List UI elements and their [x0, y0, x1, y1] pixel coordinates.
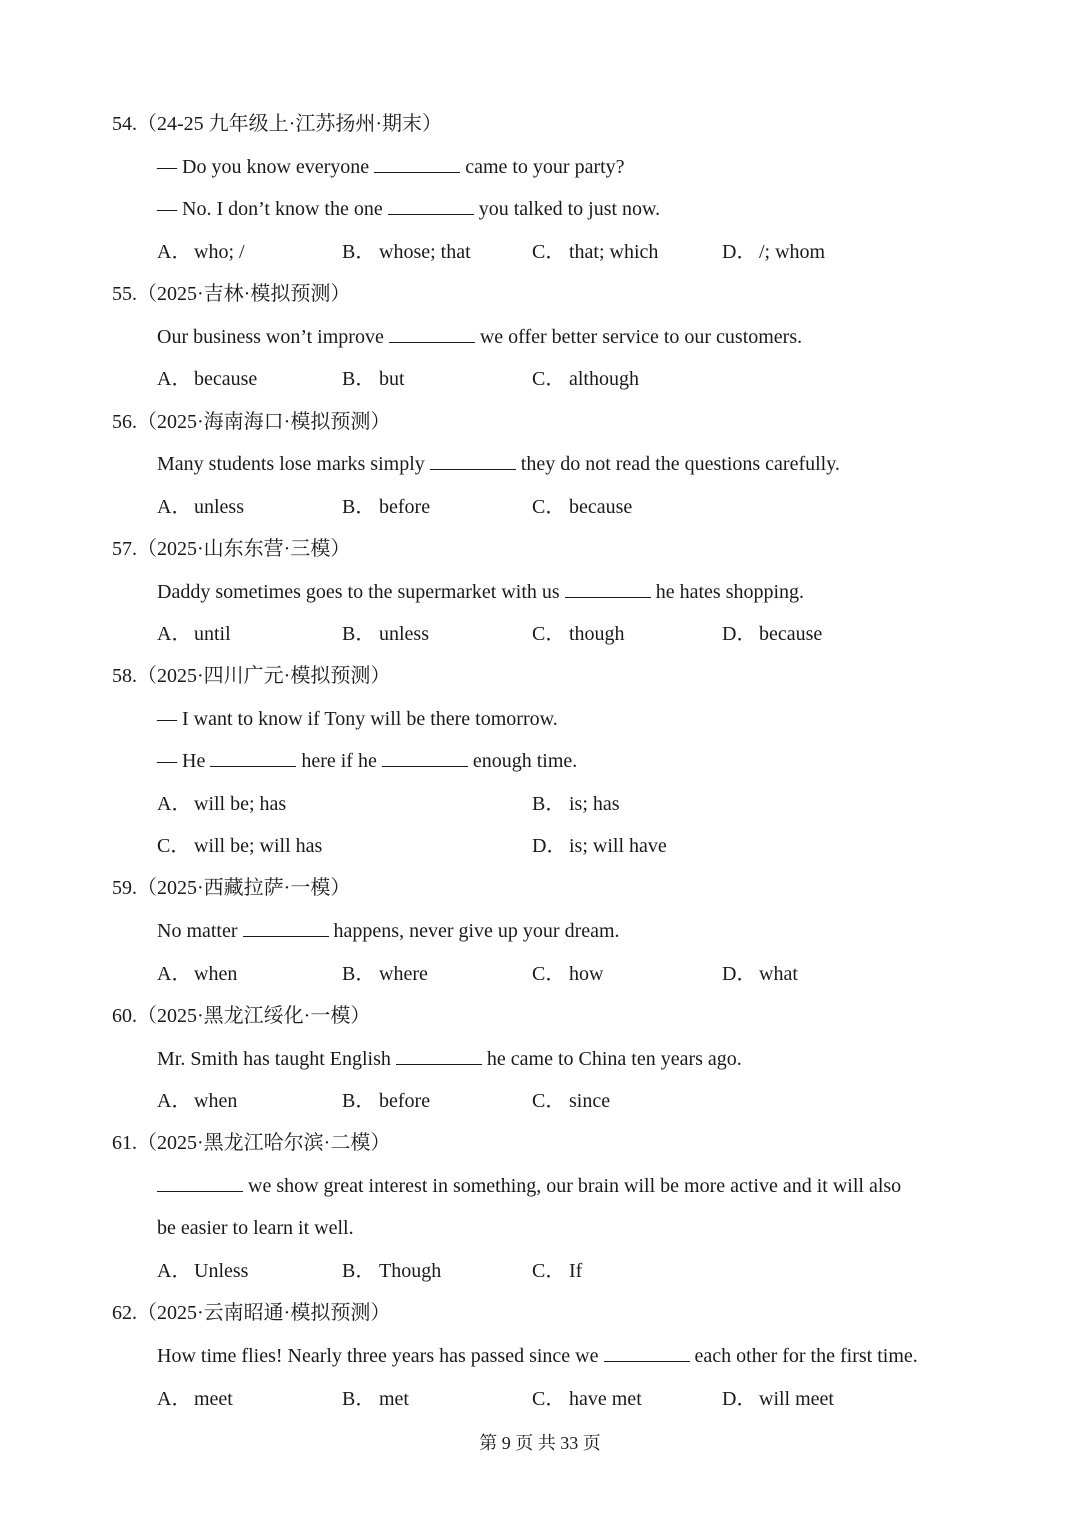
- option-text: will meet: [759, 1388, 834, 1410]
- answer-option[interactable]: [157, 622, 231, 646]
- answer-blank[interactable]: [389, 325, 475, 343]
- question-stem-line: [157, 919, 620, 943]
- option-letter: B．: [342, 368, 376, 390]
- option-letter: D．: [722, 1388, 757, 1410]
- answer-option[interactable]: [342, 962, 428, 986]
- question-stem-line: [157, 580, 804, 604]
- stem-text: — He: [157, 750, 211, 772]
- option-text: If: [569, 1260, 583, 1282]
- answer-option[interactable]: [722, 240, 825, 264]
- option-text: met: [379, 1388, 409, 1410]
- answer-option[interactable]: [342, 367, 405, 391]
- option-text: because: [759, 623, 823, 645]
- option-letter: C．: [532, 1260, 566, 1282]
- option-letter: A．: [157, 623, 192, 645]
- stem-text: How time flies! Nearly three years has passed since we: [157, 1345, 604, 1367]
- question-number: 59.: [112, 877, 137, 899]
- answer-option[interactable]: [532, 962, 603, 986]
- question-header: [112, 282, 350, 306]
- answer-option[interactable]: [157, 240, 245, 264]
- option-letter: C．: [532, 963, 566, 985]
- option-text: have met: [569, 1388, 642, 1410]
- stem-text: here if he: [296, 750, 382, 772]
- option-text: that; which: [569, 241, 659, 263]
- option-letter: B．: [532, 793, 566, 815]
- question-number: 55.: [112, 283, 137, 305]
- question-source: （2025·吉林·模拟预测）: [137, 283, 351, 305]
- answer-option[interactable]: [532, 834, 667, 858]
- option-text: how: [569, 963, 604, 985]
- option-letter: A．: [157, 963, 192, 985]
- answer-option[interactable]: [532, 622, 625, 646]
- question-stem-line: [157, 1174, 901, 1198]
- question-header: [112, 1301, 390, 1325]
- answer-option[interactable]: [157, 834, 322, 858]
- option-letter: C．: [532, 1388, 566, 1410]
- stem-text: Daddy sometimes goes to the supermarket with us: [157, 581, 565, 603]
- option-text: since: [569, 1090, 611, 1112]
- stem-text: — Do you know everyone: [157, 156, 375, 178]
- option-letter: D．: [532, 835, 567, 857]
- option-letter: B．: [342, 241, 376, 263]
- answer-blank[interactable]: [210, 749, 296, 767]
- stem-text: came to your party?: [460, 156, 625, 178]
- answer-option[interactable]: [722, 1387, 834, 1411]
- option-text: whose; that: [379, 241, 471, 263]
- stem-text: enough time.: [467, 750, 578, 772]
- option-letter: B．: [342, 1388, 376, 1410]
- answer-option[interactable]: [532, 240, 658, 264]
- question-source: （2025·黑龙江哈尔滨·二模）: [137, 1132, 391, 1154]
- question-stem-line: [157, 155, 625, 179]
- option-text: when: [194, 963, 238, 985]
- question-header: [112, 1004, 370, 1028]
- question-header: [112, 537, 350, 561]
- answer-option[interactable]: [342, 1259, 441, 1283]
- option-letter: A．: [157, 1090, 192, 1112]
- stem-text: — I want to know if Tony will be there tomorrow.: [157, 708, 558, 730]
- question-source: （2025·云南昭通·模拟预测）: [137, 1302, 391, 1324]
- option-letter: C．: [532, 241, 566, 263]
- answer-option[interactable]: [722, 962, 798, 986]
- answer-blank[interactable]: [382, 749, 468, 767]
- question-stem-line: [157, 197, 660, 221]
- question-number: 60.: [112, 1005, 137, 1027]
- question-header: [112, 664, 390, 688]
- stem-text: each other for the first time.: [689, 1345, 918, 1367]
- option-letter: B．: [342, 963, 376, 985]
- option-letter: C．: [532, 496, 566, 518]
- option-text: is; will have: [569, 835, 667, 857]
- question-stem-line: [157, 1216, 354, 1240]
- stem-text: Our business won’t improve: [157, 326, 389, 348]
- option-letter: D．: [722, 963, 757, 985]
- answer-blank[interactable]: [243, 919, 329, 937]
- answer-option[interactable]: [722, 622, 822, 646]
- question-number: 62.: [112, 1302, 137, 1324]
- stem-text: Many students lose marks simply: [157, 453, 430, 475]
- option-letter: A．: [157, 1388, 192, 1410]
- question-number: 61.: [112, 1132, 137, 1154]
- option-letter: A．: [157, 241, 192, 263]
- answer-option[interactable]: [532, 367, 639, 391]
- answer-option[interactable]: [532, 1259, 582, 1283]
- answer-option[interactable]: [532, 1387, 642, 1411]
- stem-text: No matter: [157, 920, 243, 942]
- option-letter: C．: [532, 368, 566, 390]
- answer-option[interactable]: [157, 495, 244, 519]
- option-text: meet: [194, 1388, 233, 1410]
- answer-option[interactable]: [342, 1387, 409, 1411]
- question-header: [112, 112, 442, 136]
- stem-text: be easier to learn it well.: [157, 1217, 354, 1239]
- question-source: （2025·海南海口·模拟预测）: [137, 411, 391, 433]
- option-text: until: [194, 623, 231, 645]
- question-source: （24-25 九年级上·江苏扬州·期末）: [137, 113, 442, 135]
- option-text: before: [379, 496, 431, 518]
- stem-text: we show great interest in something, our brain will be more active and it will also: [243, 1175, 902, 1197]
- option-text: when: [194, 1090, 238, 1112]
- option-letter: D．: [722, 241, 757, 263]
- option-text: because: [569, 496, 633, 518]
- page-footer: 第 9 页 共 33 页: [479, 1433, 601, 1453]
- question-number: 56.: [112, 411, 137, 433]
- answer-option[interactable]: [342, 622, 429, 646]
- question-number: 54.: [112, 113, 137, 135]
- option-text: but: [379, 368, 405, 390]
- option-text: Unless: [194, 1260, 249, 1282]
- question-source: （2025·山东东营·三模）: [137, 538, 351, 560]
- question-stem-line: [157, 1344, 918, 1368]
- answer-option[interactable]: [342, 240, 471, 264]
- option-text: unless: [194, 496, 244, 518]
- question-stem-line: [157, 325, 802, 349]
- question-stem-line: [157, 749, 577, 773]
- option-text: what: [759, 963, 798, 985]
- stem-text: happens, never give up your dream.: [328, 920, 620, 942]
- question-number: 57.: [112, 538, 137, 560]
- answer-option[interactable]: [532, 495, 632, 519]
- option-text: /; whom: [759, 241, 826, 263]
- option-text: Though: [379, 1260, 442, 1282]
- option-text: because: [194, 368, 258, 390]
- question-header: [112, 410, 390, 434]
- stem-text: we offer better service to our customers.: [474, 326, 803, 348]
- answer-option[interactable]: [342, 495, 430, 519]
- answer-option[interactable]: [532, 1089, 610, 1113]
- option-letter: B．: [342, 623, 376, 645]
- option-text: unless: [379, 623, 429, 645]
- answer-blank[interactable]: [604, 1344, 690, 1362]
- option-letter: A．: [157, 793, 192, 815]
- answer-blank[interactable]: [157, 1174, 243, 1192]
- question-source: （2025·四川广元·模拟预测）: [137, 665, 391, 687]
- answer-option[interactable]: [157, 367, 257, 391]
- answer-blank[interactable]: [374, 155, 460, 173]
- option-letter: C．: [532, 1090, 566, 1112]
- question-stem-line: [157, 707, 558, 731]
- question-source: （2025·西藏拉萨·一模）: [137, 877, 351, 899]
- option-text: although: [569, 368, 639, 390]
- option-text: though: [569, 623, 625, 645]
- stem-text: he came to China ten years ago.: [481, 1048, 742, 1070]
- option-letter: B．: [342, 496, 376, 518]
- option-letter: C．: [157, 835, 191, 857]
- answer-option[interactable]: [157, 1387, 233, 1411]
- question-number: 58.: [112, 665, 137, 687]
- answer-option[interactable]: [342, 1089, 430, 1113]
- option-letter: B．: [342, 1090, 376, 1112]
- answer-option[interactable]: [157, 792, 286, 816]
- option-letter: B．: [342, 1260, 376, 1282]
- answer-blank[interactable]: [565, 580, 651, 598]
- option-letter: A．: [157, 1260, 192, 1282]
- answer-blank[interactable]: [430, 452, 516, 470]
- stem-text: — No. I don’t know the one: [157, 198, 388, 220]
- question-stem-line: [157, 452, 840, 476]
- stem-text: they do not read the questions carefully.: [515, 453, 840, 475]
- question-header: [112, 1131, 390, 1155]
- option-letter: C．: [532, 623, 566, 645]
- answer-option[interactable]: [157, 1259, 248, 1283]
- question-stem-line: [157, 1047, 742, 1071]
- option-text: where: [379, 963, 428, 985]
- question-source: （2025·黑龙江绥化·一模）: [137, 1005, 371, 1027]
- option-letter: D．: [722, 623, 757, 645]
- answer-blank[interactable]: [388, 197, 474, 215]
- option-text: will be; will has: [194, 835, 323, 857]
- option-letter: A．: [157, 368, 192, 390]
- stem-text: you talked to just now.: [473, 198, 661, 220]
- option-text: who; /: [194, 241, 245, 263]
- option-text: is; has: [569, 793, 620, 815]
- question-header: [112, 876, 350, 900]
- option-text: will be; has: [194, 793, 287, 815]
- answer-option[interactable]: [157, 1089, 237, 1113]
- answer-option[interactable]: [157, 962, 237, 986]
- stem-text: Mr. Smith has taught English: [157, 1048, 396, 1070]
- stem-text: he hates shopping.: [650, 581, 805, 603]
- answer-option[interactable]: [532, 792, 620, 816]
- option-text: before: [379, 1090, 431, 1112]
- answer-blank[interactable]: [396, 1047, 482, 1065]
- option-letter: A．: [157, 496, 192, 518]
